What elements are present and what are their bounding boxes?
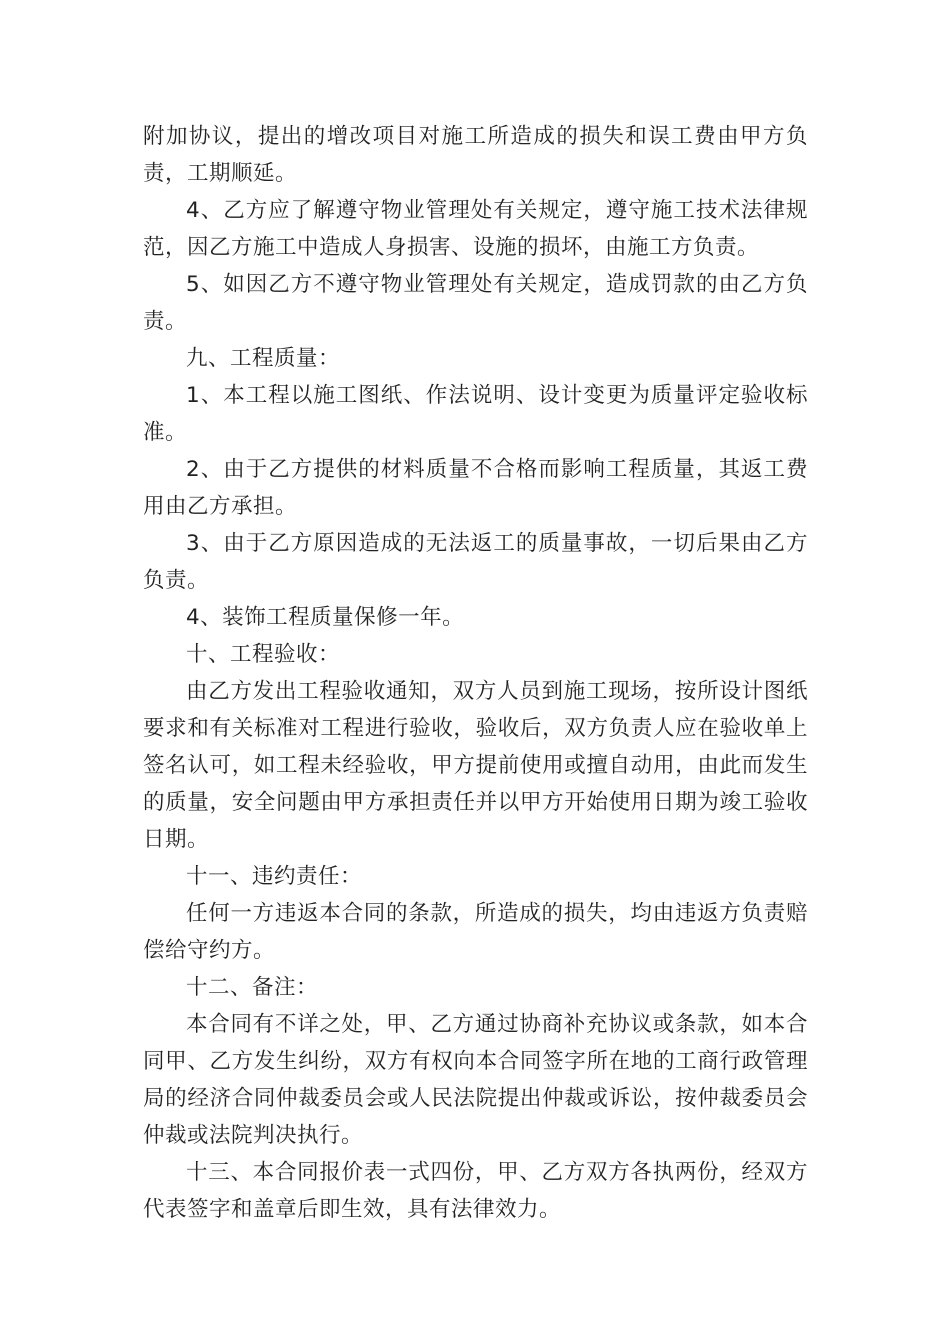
section-heading-quality: 九、工程质量： xyxy=(186,346,341,371)
paragraph-clause-9-1: 1、本工程以施工图纸、作法说明、设计变更为质量评定验收标准。 xyxy=(143,383,808,445)
paragraph-clause-9-4: 4、装饰工程质量保修一年。 xyxy=(186,605,465,630)
paragraph-liability: 任何一方违返本合同的条款，所造成的损失，均由违返方负责赔偿给守约方。 xyxy=(143,901,808,963)
section-heading-liability: 十一、违约责任： xyxy=(186,864,363,889)
paragraph-clause-8-5: 5、如因乙方不遵守物业管理处有关规定，造成罚款的由乙方负责。 xyxy=(143,272,808,334)
document-body xyxy=(143,118,808,1228)
paragraph-remarks: 本合同有不详之处，甲、乙方通过协商补充协议或条款，如本合同甲、乙方发生纠纷，双方有权向本合同签字所在地的工商行政管理局的经济合同仲裁委员会或人民法院提出仲裁或诉讼，按仲裁委员会仲裁或法院判决执行。 xyxy=(143,1012,808,1148)
section-heading-remarks: 十二、备注： xyxy=(186,975,319,1000)
paragraph-acceptance: 由乙方发出工程验收通知，双方人员到施工现场，按所设计图纸要求和有关标准对工程进行验收，验收后，双方负责人应在验收单上签名认可，如工程未经验收，甲方提前使用或擅自动用，由此而发生的质量，安全问题由甲方承担责任并以甲方开始使用日期为竣工验收日期。 xyxy=(143,679,808,852)
section-heading-acceptance: 十、工程验收： xyxy=(186,642,341,667)
paragraph-clause-13: 十三、本合同报价表一式四份，甲、乙方双方各执两份，经双方代表签字和盖章后即生效，具有法律效力。 xyxy=(143,1160,808,1222)
paragraph-clause-8-4: 4、乙方应了解遵守物业管理处有关规定，遵守施工技术法律规范，因乙方施工中造成人身损害、设施的损坏，由施工方负责。 xyxy=(143,198,808,260)
paragraph-continuation: 附加协议，提出的增改项目对施工所造成的损失和误工费由甲方负责，工期顺延。 xyxy=(143,124,808,186)
paragraph-clause-9-2: 2、由于乙方提供的材料质量不合格而影响工程质量，其返工费用由乙方承担。 xyxy=(143,457,808,519)
paragraph-clause-9-3: 3、由于乙方原因造成的无法返工的质量事故，一切后果由乙方负责。 xyxy=(143,531,808,593)
